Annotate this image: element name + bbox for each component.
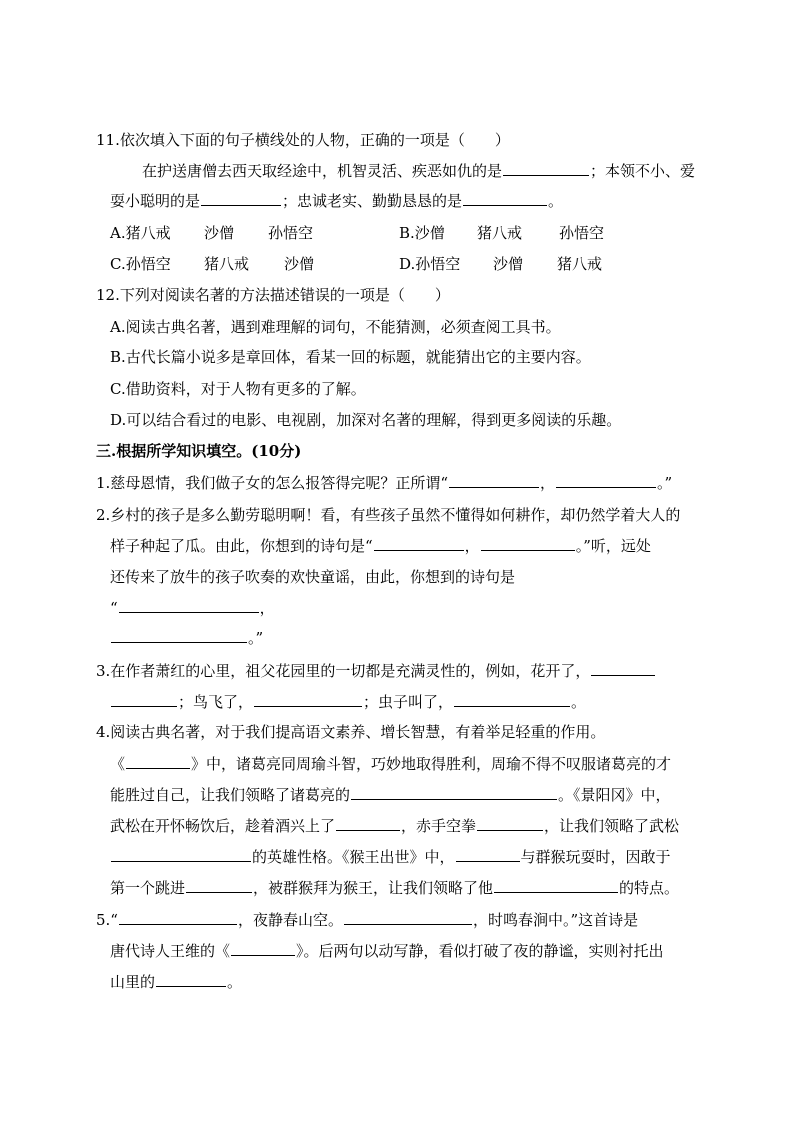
q11-option-b[interactable]: B.沙僧 猪八戒 孙悟空 (399, 224, 605, 242)
fill-4-line-4: 武松在开怀畅饮后，趁着酒兴上了 ，赤手空拳 ，让我们领略了武松 (110, 817, 680, 835)
q11-option-a[interactable]: A.猪八戒 沙僧 孙悟空 (110, 224, 314, 242)
fill-3-line-1: 3.在作者萧红的心里，祖父花园里的一切都是充满灵性的，例如，花开了， (96, 661, 656, 681)
answer-blank[interactable] (254, 692, 362, 707)
answer-blank[interactable] (111, 692, 177, 707)
fill-2-line-5: 。” (110, 628, 263, 648)
answer-blank[interactable] (119, 910, 237, 925)
q11-passage-line-1: 在护送唐僧去西天取经途中，机智灵活、疾恶如仇的是 ；本领不小、爱 (142, 162, 696, 180)
fill-5-line-3: 山里的 。 (110, 973, 243, 991)
q11-option-c[interactable]: C.孙悟空 猪八戒 沙僧 (110, 255, 315, 273)
fill-2-line-4: “ ， (110, 599, 275, 617)
answer-blank[interactable] (494, 878, 618, 893)
answer-blank[interactable] (456, 847, 520, 862)
q11-option-d[interactable]: D.孙悟空 沙僧 猪八戒 (399, 255, 603, 273)
fill-4-line-6: 第一个跳进 ，被群猴拜为猴王，让我们领略了他 的特点。 (110, 879, 680, 897)
fill-3-line-2: ；鸟飞了， ；虫子叫了， 。 (110, 692, 586, 712)
answer-blank[interactable] (344, 910, 472, 925)
answer-blank[interactable] (186, 878, 252, 893)
answer-blank[interactable] (463, 191, 547, 206)
answer-blank[interactable] (503, 161, 589, 176)
q11-passage-line-2: 耍小聪明的是 ；忠诚老实、勤勤恳恳的是 。 (110, 192, 564, 210)
fill-2-line-2: 样子种起了瓜。由此，你想到的诗句是“ ， 。”听，远处 (110, 537, 651, 555)
fill-4-line-5: 的英雄性格。《猴王出世》中， 与群猴玩耍时，因敢于 (110, 847, 671, 867)
answer-blank[interactable] (351, 785, 557, 800)
answer-blank[interactable] (477, 816, 543, 831)
q12-option-a[interactable]: A.阅读古典名著，遇到难理解的词句，不能猜测，必须查阅工具书。 (110, 318, 561, 336)
fill-4-line-3: 能胜过自己，让我们领略了诸葛亮的 。《景阳冈》中， (110, 786, 671, 804)
answer-blank[interactable] (336, 816, 400, 831)
answer-blank[interactable] (111, 847, 251, 862)
answer-blank[interactable] (111, 628, 247, 643)
q12-option-c[interactable]: C.借助资料，对于人物有更多的了解。 (110, 380, 366, 398)
answer-blank[interactable] (481, 536, 575, 551)
fill-4-line-1: 4.阅读古典名著，对于我们提高语文素养、增长智慧，有着举足轻重的作用。 (96, 723, 606, 741)
answer-blank[interactable] (231, 941, 295, 956)
answer-blank[interactable] (374, 536, 464, 551)
q11-stem: 11.依次填入下面的句子横线处的人物，正确的一项是（ ） (96, 131, 510, 149)
answer-blank[interactable] (556, 473, 656, 488)
answer-blank[interactable] (119, 598, 259, 613)
fill-2-line-1: 2.乡村的孩子是多么勤劳聪明啊！看，有些孩子虽然不懂得如何耕作，却仍然学着大人的 (96, 506, 681, 524)
answer-blank[interactable] (591, 661, 655, 676)
answer-blank[interactable] (454, 692, 570, 707)
fill-4-line-2: 《 》中，诸葛亮同周瑜斗智，巧妙地取得胜利，周瑜不得不叹服诸葛亮的才 (110, 755, 672, 773)
fill-1: 1.慈母恩情，我们做子女的怎么报答得完呢？正所谓“ ， 。” (96, 474, 673, 492)
answer-blank[interactable] (201, 191, 281, 206)
fill-5-line-2: 唐代诗人王维的《 》。后两句以动写静，看似打破了夜的静谧，实则衬托出 (110, 942, 664, 960)
section-3-heading: 三.根据所学知识填空。(10分) (96, 442, 302, 460)
q12-stem: 12.下列对阅读名著的方法描述错误的一项是（ ） (96, 286, 450, 304)
q12-option-d[interactable]: D.可以结合看过的电影、电视剧，加深对名著的理解，得到更多阅读的乐趣。 (110, 411, 622, 429)
answer-blank[interactable] (156, 972, 226, 987)
q12-option-b[interactable]: B.古代长篇小说多是章回体，看某一回的标题，就能猜出它的主要内容。 (110, 348, 591, 366)
answer-blank[interactable] (126, 754, 190, 769)
fill-2-line-3: 还传来了放牛的孩子吹奏的欢快童谣，由此，你想到的诗句是 (110, 568, 516, 586)
answer-blank[interactable] (449, 473, 539, 488)
fill-5-line-1: 5.“ ，夜静春山空。 ，时鸣春涧中。”这首诗是 (96, 911, 639, 929)
